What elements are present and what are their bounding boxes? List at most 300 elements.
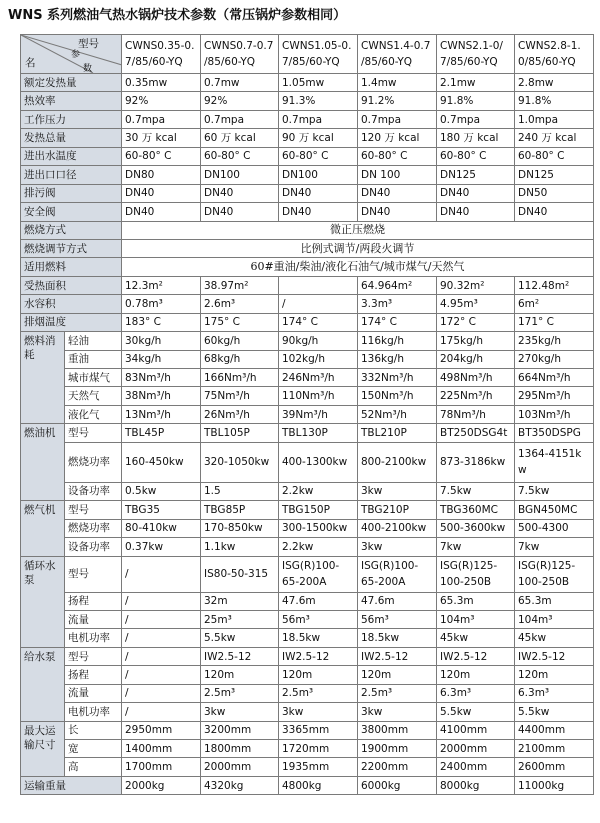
group-row [21,369,594,387]
value-cell: 80-410kw [122,519,201,537]
value-cell: 90 万 kcal [279,129,358,147]
value-cell: 120m [358,666,437,684]
value-cell: 1800mm [201,740,279,758]
value-cell: 45kw [515,629,594,647]
value-cell: 56m³ [279,610,358,628]
value-cell: / [122,666,201,684]
value-cell: 47.6m [279,592,358,610]
model-header-cell [122,35,201,74]
value-cell: 2200mm [358,758,437,776]
model-header-line: CWNS2.1-0/ [440,40,503,52]
sub-label: 扬程 [65,592,122,610]
spec-row [21,276,594,294]
value-cell: 1935mm [279,758,358,776]
group-row [21,758,594,776]
group-label: 燃料消耗 [21,332,65,424]
group-row [21,666,594,684]
value-cell: 120m [515,666,594,684]
value-cell: 1.0mpa [515,110,594,128]
row-label: 运输重量 [21,776,122,794]
value-cell: 2400mm [437,758,515,776]
value-cell: 91.8% [515,92,594,110]
value-cell: 204kg/h [437,350,515,368]
group-label: 燃气机 [21,501,65,556]
group-row [21,424,594,442]
spec-row [21,203,594,221]
value-cell: 400-2100kw [358,519,437,537]
value-cell: 60-80° C [122,147,201,165]
value-cell: IW2.5-12 [201,647,279,665]
group-row [21,703,594,721]
value-cell: 3200mm [201,721,279,739]
value-cell: / [122,556,201,592]
model-header-cell [201,35,279,74]
group-row [21,350,594,368]
value-cell: 0.78m³ [122,295,201,313]
value-cell: 104m³ [515,610,594,628]
spec-row [21,313,594,331]
value-cell: 7kw [437,538,515,556]
spec-row [21,295,594,313]
value-cell: 68kg/h [201,350,279,368]
value-cell: 0.7mpa [279,110,358,128]
group-row [21,538,594,556]
value-cell: 240 万 kcal [515,129,594,147]
value-cell: DN40 [437,184,515,202]
value-cell: 91.2% [358,92,437,110]
group-label: 循环水泵 [21,556,65,647]
value-cell: 60 万 kcal [201,129,279,147]
sub-label: 轻油 [65,332,122,350]
value-cell: 500-4300 [515,519,594,537]
value-cell: 2600mm [515,758,594,776]
value-cell: 11000kg [515,776,594,794]
value-cell: 0.7mpa [437,110,515,128]
value-cell: 8000kg [437,776,515,794]
group-label: 燃油机 [21,424,65,501]
model-header-cell [279,35,358,74]
model-header-line: /85/60-YQ [204,56,256,68]
value-cell: 7kw [515,538,594,556]
value-cell: 2.5m³ [279,684,358,702]
spec-row-merged [21,258,594,276]
sub-label: 扬程 [65,666,122,684]
value-cell: DN125 [437,166,515,184]
value-cell: DN40 [201,203,279,221]
value-cell: DN40 [437,203,515,221]
row-label: 排烟温度 [21,313,122,331]
value-cell: TBG360MC [437,501,515,519]
sub-label: 设备功率 [65,482,122,500]
value-cell: ISG(R)125-100-250B [437,556,515,592]
value-cell: 1700mm [122,758,201,776]
group-row [21,519,594,537]
value-cell: 1364-4151k w [515,442,594,482]
value-cell: BGN450MC [515,501,594,519]
sub-label: 重油 [65,350,122,368]
value-cell: 0.7mpa [122,110,201,128]
header-row [21,35,594,74]
merged-value-cell: 比例式调节/两段火调节 [122,239,594,257]
value-cell: 6000kg [358,776,437,794]
value-cell: 65.3m [515,592,594,610]
row-label: 燃烧方式 [21,221,122,239]
row-label: 排污阀 [21,184,122,202]
value-cell: 26Nm³/h [201,405,279,423]
value-cell: DN40 [279,203,358,221]
sub-label: 流量 [65,610,122,628]
value-cell: 3365mm [279,721,358,739]
sub-label: 型号 [65,647,122,665]
value-cell: 2.6m³ [201,295,279,313]
group-row [21,610,594,628]
value-cell: / [122,629,201,647]
value-cell: 32m [201,592,279,610]
value-cell: 6.3m³ [437,684,515,702]
value-cell: 38Nm³/h [122,387,201,405]
sub-label: 电机功率 [65,629,122,647]
row-label: 进出口口径 [21,166,122,184]
row-label: 热效率 [21,92,122,110]
row-label: 受热面积 [21,276,122,294]
spec-row [21,110,594,128]
value-cell: IW2.5-12 [358,647,437,665]
value-cell: 92% [201,92,279,110]
sub-label: 长 [65,721,122,739]
value-cell: 2.2kw [279,538,358,556]
sub-label: 宽 [65,740,122,758]
group-row [21,629,594,647]
value-cell: TBG85P [201,501,279,519]
value-cell: 160-450kw [122,442,201,482]
model-header-line: 0/85/60-YQ [518,56,576,68]
value-cell: 110Nm³/h [279,387,358,405]
value-cell: DN40 [122,203,201,221]
value-cell: 0.37kw [122,538,201,556]
value-cell: 7.5kw [437,482,515,500]
value-cell: / [122,703,201,721]
value-cell: DN40 [122,184,201,202]
value-cell: 1.1kw [201,538,279,556]
value-cell: 174° C [279,313,358,331]
value-cell: 295Nm³/h [515,387,594,405]
value-cell: 120m [437,666,515,684]
value-cell: 120m [201,666,279,684]
value-cell: 60-80° C [437,147,515,165]
value-cell: 7.5kw [515,482,594,500]
value-cell: 2.5m³ [201,684,279,702]
spec-table-body [21,35,594,795]
sub-label: 型号 [65,424,122,442]
group-row [21,442,594,482]
value-cell: 1900mm [358,740,437,758]
spec-row [21,166,594,184]
value-cell: 13Nm³/h [122,405,201,423]
value-cell: 320-1050kw [201,442,279,482]
group-row [21,405,594,423]
spec-row [21,129,594,147]
value-cell: 2000mm [437,740,515,758]
value-cell: 25m³ [201,610,279,628]
spec-table [20,34,594,795]
value-cell: 78Nm³/h [437,405,515,423]
value-cell: ISG(R)125-100-250B [515,556,594,592]
value-cell: 120 万 kcal [358,129,437,147]
corner-name-label: 名 [25,57,36,69]
value-cell: TBG35 [122,501,201,519]
merged-value-cell: 60#重油/柴油/液化石油气/城市煤气/天然气 [122,258,594,276]
sub-label: 液化气 [65,405,122,423]
value-cell: 2000kg [122,776,201,794]
model-header-line: 7/85/60-YQ [440,56,498,68]
value-cell: 180 万 kcal [437,129,515,147]
value-cell: 116kg/h [358,332,437,350]
value-cell: 60kg/h [201,332,279,350]
value-cell: 150Nm³/h [358,387,437,405]
sub-label: 流量 [65,684,122,702]
value-cell: 3kw [279,703,358,721]
value-cell: DN125 [515,166,594,184]
group-label: 给水泵 [21,647,65,721]
model-header-cell [437,35,515,74]
value-cell: 3kw [358,482,437,500]
value-cell: TBL130P [279,424,358,442]
value-cell: DN40 [201,184,279,202]
value-cell: 2950mm [122,721,201,739]
value-cell: 1400mm [122,740,201,758]
value-cell: 235kg/h [515,332,594,350]
value-cell: TBL105P [201,424,279,442]
value-cell: 3kw [358,538,437,556]
value-cell: 3800mm [358,721,437,739]
value-cell: 4800kg [279,776,358,794]
value-cell: 166Nm³/h [201,369,279,387]
header-corner-cell [21,35,122,74]
value-cell: 4.95m³ [437,295,515,313]
value-cell: 0.7mw [201,74,279,92]
row-label: 燃烧调节方式 [21,239,122,257]
value-cell: 56m³ [358,610,437,628]
value-cell: 112.48m² [515,276,594,294]
value-cell: 103Nm³/h [515,405,594,423]
value-cell: 2100mm [515,740,594,758]
value-cell: TBL45P [122,424,201,442]
value-cell: TBL210P [358,424,437,442]
model-header-cell [358,35,437,74]
value-cell: 270kg/h [515,350,594,368]
value-cell: 183° C [122,313,201,331]
value-cell: 39Nm³/h [279,405,358,423]
value-cell: 2.2kw [279,482,358,500]
value-cell: 170-850kw [201,519,279,537]
row-label: 额定发热量 [21,74,122,92]
value-cell: 0.5kw [122,482,201,500]
group-row [21,647,594,665]
value-cell: 5.5kw [437,703,515,721]
value-cell: 136kg/h [358,350,437,368]
value-cell: DN 100 [358,166,437,184]
value-cell: 498Nm³/h [437,369,515,387]
page-title: WNS 系列燃油气热水锅炉技术参数（常压锅炉参数相同） [8,8,347,23]
row-label: 水容积 [21,295,122,313]
value-cell: 1.05mw [279,74,358,92]
value-cell: 332Nm³/h [358,369,437,387]
sub-label: 型号 [65,501,122,519]
value-cell: 3.3m³ [358,295,437,313]
value-cell: 60-80° C [515,147,594,165]
sub-label: 电机功率 [65,703,122,721]
value-cell [279,276,358,294]
spec-row [21,74,594,92]
sub-label: 设备功率 [65,538,122,556]
sub-label: 燃烧功率 [65,519,122,537]
value-cell: 47.6m [358,592,437,610]
value-cell: 2.1mw [437,74,515,92]
value-cell: 1.5 [201,482,279,500]
value-cell: 91.8% [437,92,515,110]
value-cell: 0.7mpa [201,110,279,128]
value-cell: DN40 [358,184,437,202]
value-cell: 64.964m² [358,276,437,294]
group-row [21,556,594,592]
value-cell: 34kg/h [122,350,201,368]
value-cell: DN40 [358,203,437,221]
value-cell: 1.4mw [358,74,437,92]
value-cell: 90.32m² [437,276,515,294]
value-cell: 65.3m [437,592,515,610]
row-label: 发热总量 [21,129,122,147]
value-cell: 171° C [515,313,594,331]
value-cell: DN80 [122,166,201,184]
spec-row [21,184,594,202]
value-cell: 102kg/h [279,350,358,368]
value-cell: 175kg/h [437,332,515,350]
value-cell: 400-1300kw [279,442,358,482]
value-cell: 5.5kw [201,629,279,647]
model-header-line: CWNS1.05-0. [282,40,352,52]
value-cell: DN100 [201,166,279,184]
value-cell: DN40 [279,184,358,202]
value-cell: DN40 [515,203,594,221]
value-cell: 175° C [201,313,279,331]
value-cell: 3kw [358,703,437,721]
spec-row-merged [21,239,594,257]
value-cell: / [122,647,201,665]
value-cell: 174° C [358,313,437,331]
value-cell: DN50 [515,184,594,202]
value-cell: 2.8mw [515,74,594,92]
value-cell: 4400mm [515,721,594,739]
value-cell: 75Nm³/h [201,387,279,405]
value-cell: 4320kg [201,776,279,794]
value-cell: 2000mm [201,758,279,776]
group-row [21,501,594,519]
model-header-line: CWNS2.8-1. [518,40,581,52]
spec-row [21,147,594,165]
group-row [21,684,594,702]
merged-value-cell: 微正压燃烧 [122,221,594,239]
value-cell: ISG(R)100-65-200A [279,556,358,592]
value-cell: 5.5kw [515,703,594,721]
value-cell: IS80-50-315 [201,556,279,592]
sub-label: 天然气 [65,387,122,405]
value-cell: 246Nm³/h [279,369,358,387]
group-row [21,721,594,739]
row-label: 进出水温度 [21,147,122,165]
value-cell: 92% [122,92,201,110]
value-cell: 873-3186kw [437,442,515,482]
value-cell: 0.35mw [122,74,201,92]
value-cell: 500-3600kw [437,519,515,537]
group-row [21,740,594,758]
value-cell: DN100 [279,166,358,184]
spec-row [21,92,594,110]
model-header-line: 7/85/60-YQ [125,56,183,68]
row-label: 适用燃料 [21,258,122,276]
value-cell: IW2.5-12 [515,647,594,665]
model-header-line: CWNS0.35-0. [125,40,195,52]
row-label: 工作压力 [21,110,122,128]
value-cell: 300-1500kw [279,519,358,537]
value-cell: 60-80° C [201,147,279,165]
value-cell: 0.7mpa [358,110,437,128]
value-cell: 60-80° C [358,147,437,165]
value-cell: 30 万 kcal [122,129,201,147]
sub-label: 高 [65,758,122,776]
value-cell: BT250DSG4t [437,424,515,442]
model-header-line: CWNS0.7-0.7 [204,40,274,52]
value-cell: 12.3m² [122,276,201,294]
value-cell: 120m [279,666,358,684]
value-cell: 1720mm [279,740,358,758]
group-row [21,332,594,350]
sub-label: 燃烧功率 [65,442,122,482]
value-cell: 2.5m³ [358,684,437,702]
value-cell: 664Nm³/h [515,369,594,387]
sub-label: 型号 [65,556,122,592]
value-cell: / [122,684,201,702]
model-header-cell [515,35,594,74]
group-label: 最大运输尺寸 [21,721,65,776]
value-cell: / [122,610,201,628]
group-row [21,387,594,405]
corner-can-label: 参 [71,50,81,60]
corner-shu-label: 数 [83,64,93,74]
value-cell: 4100mm [437,721,515,739]
value-cell: TBG210P [358,501,437,519]
sub-label: 城市煤气 [65,369,122,387]
value-cell: ISG(R)100-65-200A [358,556,437,592]
value-cell: 18.5kw [358,629,437,647]
value-cell: / [122,592,201,610]
value-cell: / [279,295,358,313]
row-label: 安全阀 [21,203,122,221]
group-row [21,482,594,500]
value-cell: 83Nm³/h [122,369,201,387]
value-cell: 38.97m² [201,276,279,294]
value-cell: TBG150P [279,501,358,519]
model-header-line: 7/85/60-YQ [282,56,340,68]
corner-model-label: 型号 [78,38,99,50]
value-cell: 172° C [437,313,515,331]
value-cell: 60-80° C [279,147,358,165]
value-cell: 45kw [437,629,515,647]
value-cell: 18.5kw [279,629,358,647]
group-row [21,592,594,610]
value-cell: IW2.5-12 [279,647,358,665]
value-cell: 90kg/h [279,332,358,350]
value-cell: BT350DSPG [515,424,594,442]
